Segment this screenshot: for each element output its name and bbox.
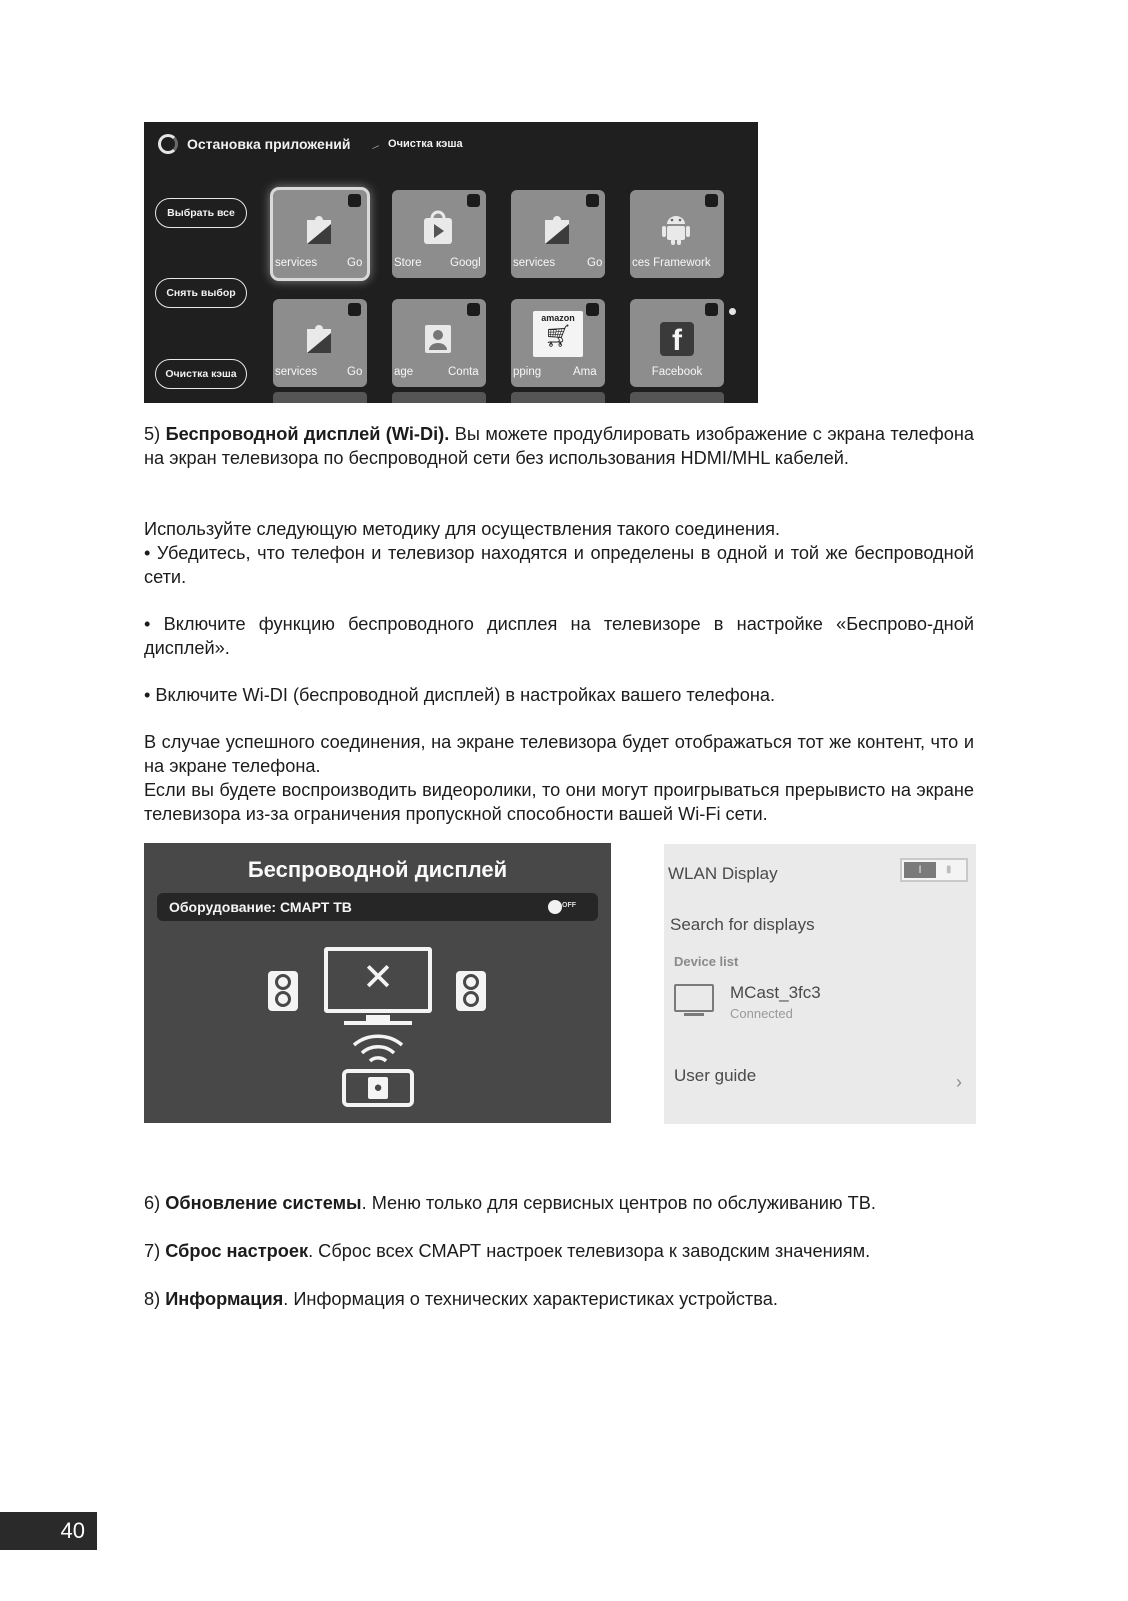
method-result: В случае успешного соединения, на экране телевизора будет отображаться тот же контент, что и на экране телефона. [144, 732, 974, 776]
phone-wlan-display-screenshot [664, 844, 976, 1124]
section-8-heading: Информация [165, 1289, 284, 1309]
app-tile[interactable] [630, 190, 724, 278]
broom-icon: ⸝ [369, 135, 383, 154]
toggle-state: OFF [562, 902, 576, 909]
device-bar[interactable] [157, 893, 598, 921]
tv-wireless-display-screenshot [144, 843, 611, 1123]
clear-cache-button[interactable]: Очистка кэша [155, 359, 247, 389]
monitor-icon [674, 984, 714, 1012]
tile-label: services [275, 257, 318, 269]
app-tile[interactable] [273, 299, 367, 387]
speaker-left-icon [268, 971, 298, 1011]
app-tile[interactable] [392, 190, 486, 278]
tile-checkbox[interactable] [348, 303, 361, 316]
tile-peek [511, 392, 605, 403]
section-5-text: Вы можете продублировать изображение с экрана телефона на экран телевизора по беспроводной сети без использования HDMI/MHL кабелей. [144, 424, 974, 468]
user-icon: ● [368, 1077, 388, 1099]
tile-label-2: Conta [448, 366, 479, 378]
method-step-1: • Убедитесь, что телефон и телевизор находятся и определены в одной и той же беспроводной сети. [144, 543, 974, 587]
tile-label: Store [394, 257, 422, 269]
section-5-paragraph [144, 423, 974, 471]
app-tile[interactable] [511, 190, 605, 278]
search-displays-item[interactable]: Search for displays [670, 915, 815, 934]
tile-label-2: Go [587, 257, 603, 269]
tile-label-2: Go [347, 257, 363, 269]
page-number: 40 [0, 1512, 97, 1550]
monitor-base [684, 1013, 704, 1016]
tv-base [344, 1021, 412, 1025]
section-5-heading: Беспроводной дисплей (Wi-Di). [165, 424, 450, 444]
app-tile[interactable] [630, 299, 724, 387]
chevron-right-icon: › [956, 1072, 962, 1092]
section-7-paragraph [144, 1240, 974, 1264]
section-6-paragraph [144, 1192, 974, 1216]
amazon-logo-text: amazon [541, 313, 575, 323]
device-list-header: Device list [674, 954, 739, 969]
tile-label: pping [513, 366, 542, 378]
user-guide-item[interactable]: User guide [674, 1066, 757, 1085]
wifi-icon [350, 1033, 406, 1065]
section-5-number: 5) [144, 424, 161, 444]
section-7-number: 7) [144, 1241, 161, 1261]
tile-label: services [513, 257, 556, 269]
method-step-3: • Включите Wi-DI (беспроводной дисплей) в настройках вашего телефона. [144, 685, 776, 705]
wlan-display-label: WLAN Display [668, 864, 778, 883]
section-7-text: . Сброс всех СМАРТ настроек телевизора к заводским значениям. [308, 1241, 871, 1261]
speaker-right-icon [456, 971, 486, 1011]
spinner-icon [158, 134, 178, 154]
device-status: Connected [730, 1006, 793, 1021]
contacts-icon [422, 319, 454, 355]
tile-checkbox[interactable] [705, 194, 718, 207]
tile-label-2: Ama [573, 366, 597, 378]
tv-screen-title: Беспроводной дисплей [247, 857, 508, 882]
tile-label: Facebook [651, 366, 703, 378]
tile-peek [392, 392, 486, 403]
app-cleaner-screenshot [144, 122, 758, 403]
tile-checkbox[interactable] [467, 194, 480, 207]
section-8-paragraph [144, 1288, 974, 1312]
tile-peek [273, 392, 367, 403]
app-cleaner-title: Остановка приложений [187, 136, 351, 152]
app-tile[interactable] [392, 299, 486, 387]
clear-cache-link[interactable]: Очистка кэша [388, 138, 463, 150]
phone-icon [342, 1069, 414, 1107]
wlan-display-switch[interactable]: I ▮ [900, 858, 968, 882]
section-6-heading: Обновление системы [165, 1193, 362, 1213]
toggle-knob[interactable] [548, 900, 562, 914]
scroll-indicator [729, 308, 736, 315]
app-tile[interactable] [273, 190, 367, 278]
tile-label: age [394, 366, 414, 378]
tile-checkbox[interactable] [467, 303, 480, 316]
app-tile[interactable] [511, 299, 605, 387]
puzzle-icon [303, 210, 335, 246]
device-label: Оборудование: СМАРТ ТВ [169, 899, 352, 915]
method-intro: Используйте следующую методику для осуществления такого соединения. [144, 519, 781, 539]
facebook-icon: f [630, 315, 724, 359]
play-store-icon [422, 210, 454, 246]
section-6-text: . Меню только для сервисных центров по обслуживанию ТВ. [361, 1193, 876, 1213]
app-cleaner-header [158, 134, 463, 154]
section-6-number: 6) [144, 1193, 161, 1213]
tile-checkbox[interactable] [586, 194, 599, 207]
tile-peek [630, 392, 724, 403]
tile-label: ces Framework [632, 257, 711, 269]
section-7-heading: Сброс настроек [165, 1241, 309, 1261]
device-name[interactable]: MCast_3fc3 [730, 983, 821, 1002]
select-all-button[interactable]: Выбрать все [155, 198, 247, 228]
tile-label: services [275, 366, 318, 378]
tile-label-2: Googl [450, 257, 481, 269]
android-icon [660, 210, 692, 246]
puzzle-icon [541, 210, 573, 246]
method-note: Если вы будете воспроизводить видеоролики, то они могут проигрываться прерывисто на экране телевизора из-за ограничения пропускной способности вашей Wi-Fi сети. [144, 780, 974, 824]
section-8-text: . Информация о технических характеристиках устройства. [283, 1289, 778, 1309]
method-step-2: • Включите функцию беспроводного дисплея на телевизоре в настройке «Беспрово-дной дисплей». [144, 614, 974, 658]
deselect-button[interactable]: Снять выбор [155, 278, 247, 308]
puzzle-icon [303, 319, 335, 355]
tile-label-2: Go [347, 366, 363, 378]
switch-on-mark: I [904, 862, 936, 878]
tile-checkbox[interactable] [348, 194, 361, 207]
tv-icon [324, 947, 432, 1013]
section-8-number: 8) [144, 1289, 161, 1309]
disconnect-x-icon: ✕ [362, 957, 394, 999]
tile-checkbox[interactable] [586, 303, 599, 316]
amazon-icon: amazon 🛒︎ [533, 311, 583, 357]
